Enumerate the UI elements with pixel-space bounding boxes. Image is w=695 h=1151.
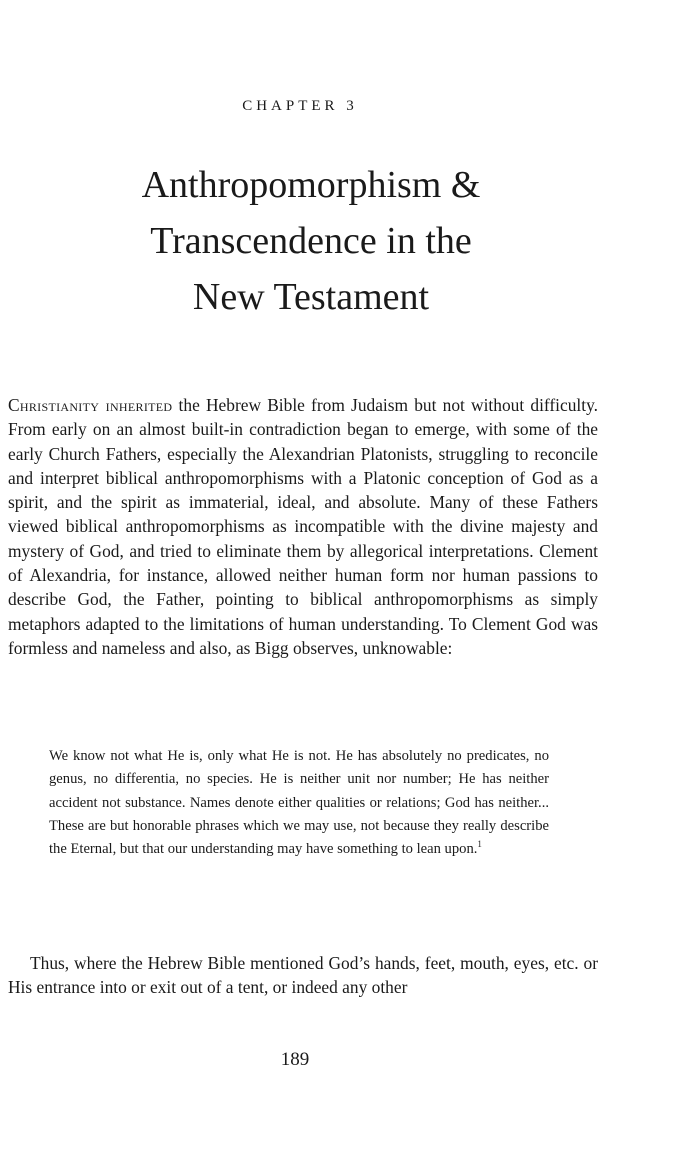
- title-line-2: Transcendence in the: [150, 220, 472, 262]
- title-line-1: Anthropomorphism &: [141, 164, 481, 206]
- title-line-3: New Testament: [192, 276, 430, 318]
- page-number: 189: [280, 1049, 310, 1070]
- opening-paragraph: [8, 393, 598, 660]
- second-paragraph: Thus, where the Hebrew Bible mentioned God’s hands, feet, mouth, eyes, etc. or His entrance into or exit out of a tent, or indeed any other: [8, 953, 598, 998]
- chapter-label: CHAPTER 3: [242, 98, 358, 114]
- chapter-title: [40, 157, 582, 325]
- opening-lead-words: Christianity inherited: [8, 395, 173, 415]
- opening-paragraph-text: the Hebrew Bible from Judaism but not without difficulty. From early on an almost built-in contradiction began to emerge, with some of the early Church Fathers, especially the Alexandrian Platonists, struggling to reconcile and interpret biblical anthropomorphisms with a Platonic conception of God as a spirit, and the spirit as immaterial, ideal, and absolute. Many of these Fathers viewed biblical anthropomorphisms as incompatible with the divine majesty and mystery of God, and tried to eliminate them by allegorical interpretations. Clement of Alexandria, for instance, allowed neither human form nor human passions to describe God, the Father, pointing to biblical anthropomorphisms as simply metaphors adapted to the limitations of human understanding. To Clement God was formless and nameless and also, as Bigg observes, unknowable:: [8, 395, 598, 658]
- footnote-marker[interactable]: 1: [477, 839, 482, 850]
- block-quote: [49, 745, 549, 861]
- quote-text: We know not what He is, only what He is not. He has absolutely no predicates, no genus, no differentia, no species. He is neither unit nor number; He has neither accident not substance. Names denote either qualities or relations; God has neither... These are but honorable phrases which we may use, not because they really describe the Eternal, but that our understanding may have something to lean upon.: [49, 748, 549, 858]
